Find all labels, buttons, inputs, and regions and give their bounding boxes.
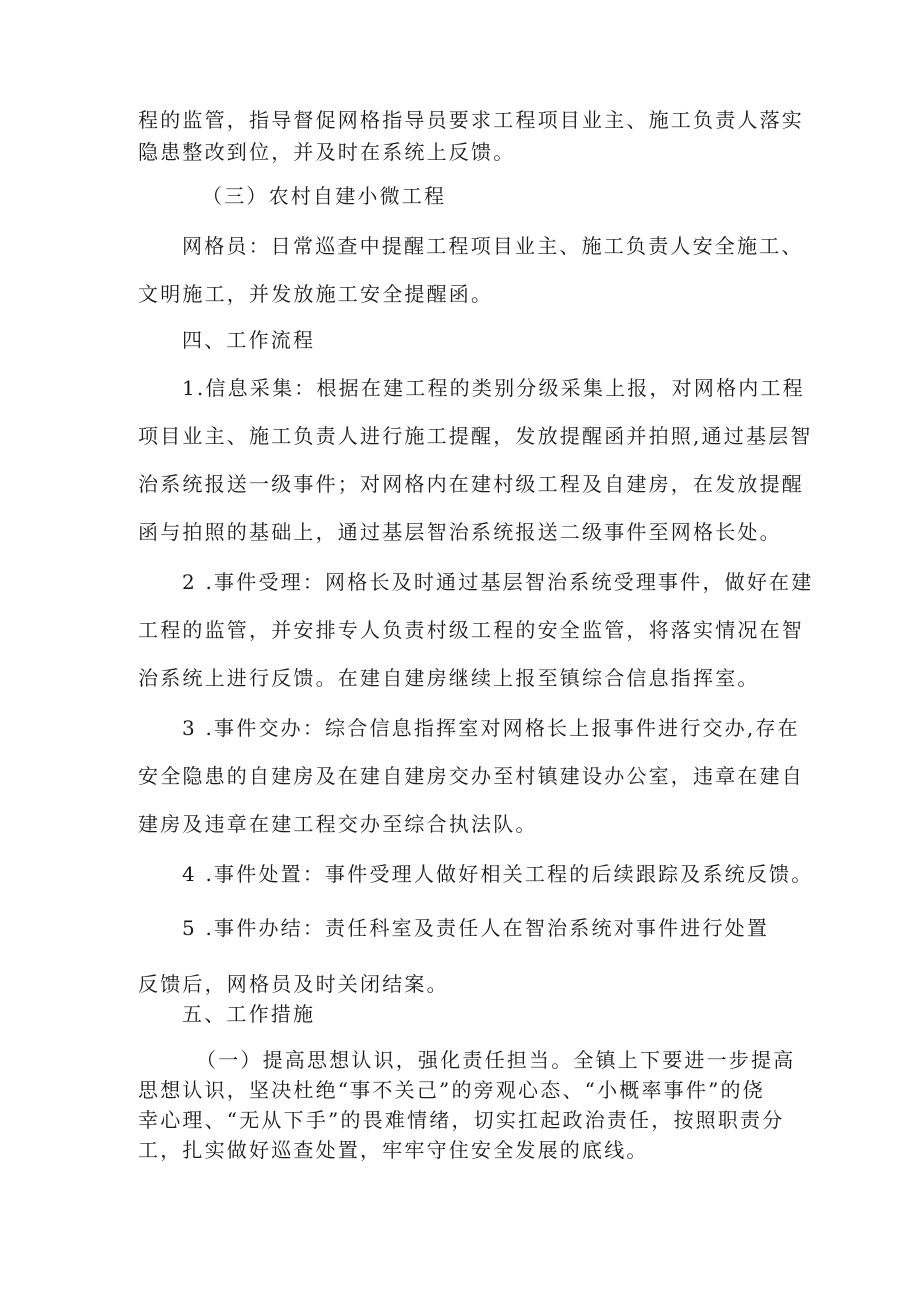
paragraph-line: 程的监管，指导督促网格指导员要求工程项目业主、施工负责人落实 [138, 108, 804, 132]
paragraph-line: 安全隐患的自建房及在建自建房交办至村镇建设办公室，违章在建自 [138, 764, 804, 788]
paragraph-line: 5 .事件办结：责任科室及责任人在智治系统对事件进行处置 [182, 916, 770, 940]
paragraph-line: 幸心理、“无从下手”的畏难情绪，切实扛起政治责任，按照职责分 [138, 1108, 785, 1132]
paragraph-line: 函与拍照的基础上，通过基层智治系统报送二级事件至网格长处。 [138, 520, 782, 544]
paragraph-line: 思想认识，坚决杜绝“事不关己”的旁观心态、“小概率事件”的侥 [138, 1078, 765, 1102]
paragraph-line: （一）提高思想认识，强化责任担当。全镇上下要进一步提高 [196, 1048, 796, 1072]
paragraph-line: 网格员：日常巡查中提醒工程项目业主、施工负责人安全施工、 [182, 234, 804, 258]
paragraph-line: 反馈后，网格员及时关闭结案。 [138, 972, 449, 996]
paragraph-line: 治系统上进行反馈。在建自建房继续上报至镇综合信息指挥室。 [138, 666, 760, 690]
paragraph-line: 3 .事件交办：综合信息指挥室对网格长上报事件进行交办,存在 [182, 716, 800, 740]
paragraph-line: 工，扎实做好巡查处置，牢牢守住安全发展的底线。 [138, 1138, 649, 1162]
paragraph-line: 治系统报送一级事件；对网格内在建村级工程及自建房，在发放提醒 [138, 472, 804, 496]
paragraph-line: 建房及违章在建工程交办至综合执法队。 [138, 812, 538, 836]
paragraph-line: 隐患整改到位，并及时在系统上反馈。 [138, 140, 516, 164]
section-heading-workflow: 四、工作流程 [182, 328, 316, 352]
paragraph-line: 项目业主、施工负责人进行施工提醒，发放提醒函并拍照,通过基层智 [138, 424, 813, 448]
paragraph-line: 4 .事件处置：事件受理人做好相关工程的后续跟踪及系统反馈。 [182, 862, 814, 886]
paragraph-line: 文明施工，并发放施工安全提醒函。 [138, 282, 494, 306]
paragraph-line: 工程的监管，并安排专人负责村级工程的安全监管，将落实情况在智 [138, 618, 804, 642]
paragraph-line: 2 .事件受理：网格长及时通过基层智治系统受理事件，做好在建 [182, 570, 814, 594]
section-heading-measures: 五、工作措施 [182, 1002, 316, 1026]
paragraph-line: 1.信息采集：根据在建工程的类别分级采集上报，对网格内工程 [182, 376, 805, 400]
section-heading-rural-projects: （三）农村自建小微工程 [202, 184, 447, 208]
